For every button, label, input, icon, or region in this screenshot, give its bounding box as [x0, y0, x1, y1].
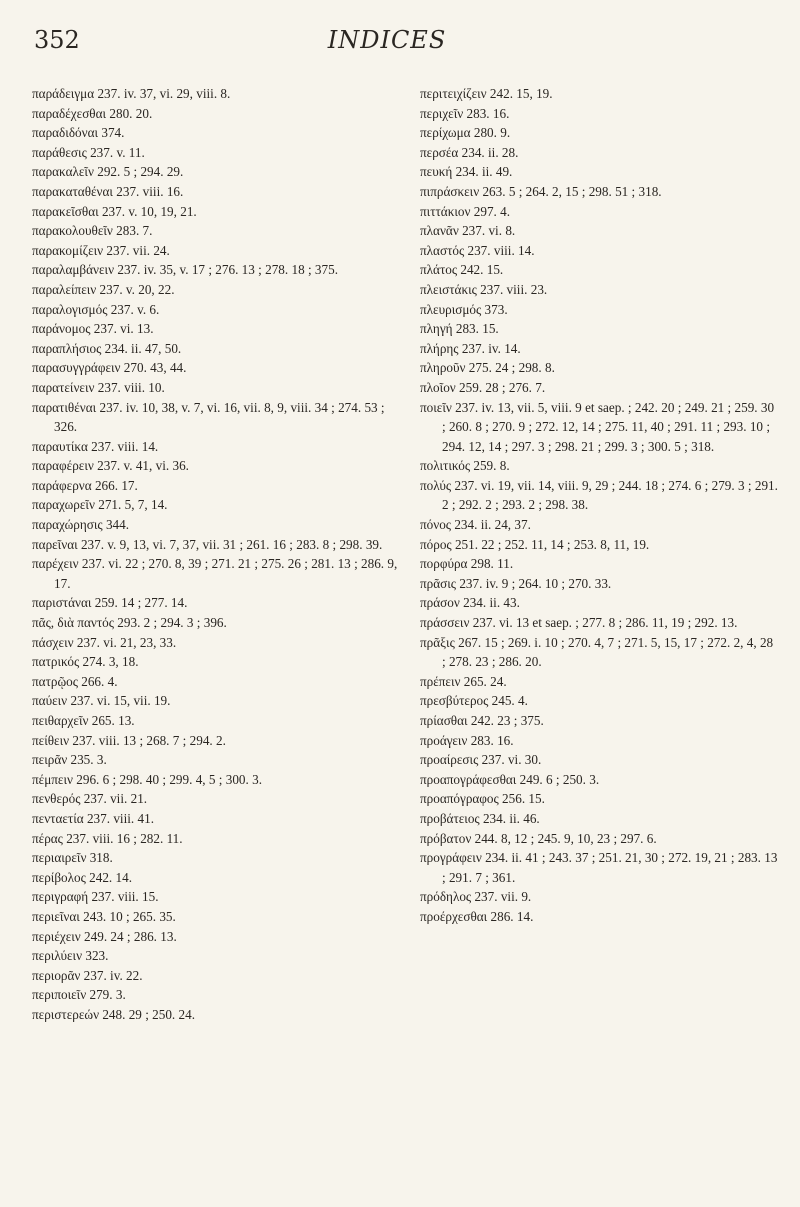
- index-entry: παραδιδόναι 374.: [32, 125, 125, 141]
- index-entry: παραχώρησις 344.: [32, 517, 130, 533]
- page-number: 352: [34, 26, 80, 54]
- index-entry: περιλύειν 323.: [32, 948, 109, 964]
- index-entry: παραφέρειν 237. v. 41, vi. 36.: [32, 458, 189, 474]
- index-entry: πειθαρχεῖν 265. 13.: [32, 713, 135, 728]
- index-entry: παρεῖναι 237. v. 9, 13, vi. 7, 37, vii. 31 ; 261. 16 ; 283. 8 ; 298. 39.: [32, 536, 383, 552]
- index-entry: πόρος 251. 22 ; 252. 11, 14 ; 253. 8, 11, 19.: [420, 536, 650, 552]
- index-entry: παρακομίζειν 237. vii. 24.: [32, 242, 170, 258]
- index-entry: πειρᾶν 235. 3.: [32, 752, 107, 768]
- index-entry: πολύς 237. vi. 19, vii. 14, viii. 9, 29 ; 244. 18 ; 274. 6 ; 279. 3 ; 291. 2 ; 292. 2 ; 293. 2 ; 298. 38.: [420, 477, 778, 513]
- index-entry: περιγραφή 237. viii. 15.: [32, 889, 159, 905]
- index-entry: πενθερός 237. vii. 21.: [32, 791, 148, 807]
- index-entry: πιττάκιον 297. 4.: [420, 203, 511, 219]
- index-entry: παρέχειν 237. vi. 22 ; 270. 8, 39 ; 271. 21 ; 275. 26 ; 281. 13 ; 286. 9, 17.: [32, 556, 398, 591]
- index-entry: προάγειν 283. 16.: [420, 732, 514, 748]
- index-entry: παρατείνειν 237. viii. 10.: [32, 379, 165, 395]
- index-entry: περίβολος 242. 14.: [32, 869, 132, 885]
- index-entry: παράφερνα 266. 17.: [32, 477, 138, 493]
- index-entry: παύειν 237. vi. 15, vii. 19.: [32, 693, 171, 709]
- index-entry: παραχωρεῖν 271. 5, 7, 14.: [32, 497, 168, 513]
- index-entry: πρόδηλος 237. vii. 9.: [420, 889, 532, 905]
- index-entry: πλοῖον 259. 28 ; 276. 7.: [420, 379, 546, 395]
- running-head: INDICES: [327, 26, 447, 54]
- index-entry: παραπλήσιος 234. ii. 47, 50.: [32, 340, 182, 356]
- index-entry: περιέχειν 249. 24 ; 286. 13.: [32, 928, 177, 944]
- index-entry: πέμπειν 296. 6 ; 298. 40 ; 299. 4, 5 ; 300. 3.: [32, 771, 262, 787]
- index-entry: παράδειγμα 237. iv. 37, vi. 29, viii. 8.: [32, 86, 231, 101]
- index-entry: πᾶς, διὰ παντός 293. 2 ; 294. 3 ; 396.: [32, 615, 227, 631]
- index-column-left: [32, 84, 400, 1025]
- index-entry: πλαστός 237. viii. 14.: [420, 242, 535, 258]
- index-entry: παρατιθέναι 237. iv. 10, 38, v. 7, vi. 16, vii. 8, 9, viii. 34 ; 274. 53 ; 326.: [32, 399, 385, 435]
- index-entry: παριστάναι 259. 14 ; 277. 14.: [32, 595, 188, 611]
- index-entry: περιποιεῖν 279. 3.: [32, 987, 126, 1003]
- index-entry: πατρῷος 266. 4.: [32, 673, 118, 689]
- index-entry: πλειστάκις 237. viii. 23.: [420, 281, 548, 297]
- index-entry: πολιτικός 259. 8.: [420, 458, 510, 474]
- index-entry: πράσσειν 237. vi. 13 et saep. ; 277. 8 ; 286. 11, 19 ; 292. 13.: [420, 615, 738, 631]
- index-entry: παρακολουθεῖν 283. 7.: [32, 223, 153, 239]
- index-entry: προαπογράφεσθαι 249. 6 ; 250. 3.: [420, 771, 600, 787]
- index-entry: περιορᾶν 237. iv. 22.: [32, 967, 143, 983]
- index-entry: πρᾶξις 267. 15 ; 269. i. 10 ; 270. 4, 7 ; 271. 5, 15, 17 ; 272. 2, 4, 28 ; 278. 23 ; 286. 20.: [420, 634, 774, 670]
- page-header: [34, 26, 740, 66]
- index-entry: πόνος 234. ii. 24, 37.: [420, 517, 531, 533]
- index-entry: περιχεῖν 283. 16.: [420, 105, 510, 121]
- index-entry: πλευρισμός 373.: [420, 301, 508, 317]
- index-entry: προέρχεσθαι 286. 14.: [420, 908, 534, 924]
- index-entry: πρᾶσις 237. iv. 9 ; 264. 10 ; 270. 33.: [420, 575, 612, 591]
- index-entry: πενταετία 237. viii. 41.: [32, 810, 154, 826]
- index-entry: πρόβατον 244. 8, 12 ; 245. 9, 10, 23 ; 297. 6.: [420, 830, 657, 846]
- index-entry: περίχωμα 280. 9.: [420, 125, 511, 141]
- index-entry: προγράφειν 234. ii. 41 ; 243. 37 ; 251. 21, 30 ; 272. 19, 21 ; 283. 13 ; 291. 7 ; 361.: [420, 850, 778, 885]
- index-entry: παραλαμβάνειν 237. iv. 35, v. 17 ; 276. 13 ; 278. 18 ; 375.: [32, 262, 339, 278]
- index-entry: πευκή 234. ii. 49.: [420, 164, 513, 180]
- index-entry: περσέα 234. ii. 28.: [420, 144, 519, 160]
- index-entry: παραδέχεσθαι 280. 20.: [32, 105, 153, 121]
- index-entry: πείθειν 237. viii. 13 ; 268. 7 ; 294. 2.: [32, 732, 226, 748]
- index-entry: παράνομος 237. vi. 13.: [32, 321, 154, 337]
- index-entry: πράσον 234. ii. 43.: [420, 595, 520, 611]
- index-entry: περιστερεών 248. 29 ; 250. 24.: [32, 1006, 196, 1022]
- index-entry: προβάτειος 234. ii. 46.: [420, 810, 540, 826]
- index-entry: πάσχειν 237. vi. 21, 23, 33.: [32, 634, 177, 650]
- index-entry: πλάτος 242. 15.: [420, 262, 504, 278]
- index-entry: περιαιρεῖν 318.: [32, 850, 113, 866]
- index-entry: πρίασθαι 242. 23 ; 375.: [420, 713, 544, 728]
- index-entry: πιπράσκειν 263. 5 ; 264. 2, 15 ; 298. 51 ; 318.: [420, 183, 662, 199]
- index-entry: παραυτίκα 237. viii. 14.: [32, 438, 159, 454]
- index-entry: παρακαλεῖν 292. 5 ; 294. 29.: [32, 164, 184, 180]
- index-entry: πρέπειν 265. 24.: [420, 673, 507, 689]
- index-entry: περιεῖναι 243. 10 ; 265. 35.: [32, 908, 176, 924]
- index-entry: παραλείπειν 237. v. 20, 22.: [32, 281, 175, 297]
- index-entry: πρεσβύτερος 245. 4.: [420, 693, 528, 709]
- index-entry: προαίρεσις 237. vi. 30.: [420, 752, 542, 768]
- index-entry: παραλογισμός 237. v. 6.: [32, 301, 160, 317]
- index-entry: πλήρης 237. iv. 14.: [420, 340, 521, 356]
- index-entry: πληροῦν 275. 24 ; 298. 8.: [420, 360, 555, 376]
- index-entry: παρασυγγράφειν 270. 43, 44.: [32, 360, 187, 376]
- index-entry: παράθεσις 237. v. 11.: [32, 144, 145, 160]
- index-entry: πληγή 283. 15.: [420, 321, 499, 337]
- index-entry: πορφύρα 298. 11.: [420, 556, 514, 572]
- index-entry: περιτειχίζειν 242. 15, 19.: [420, 86, 553, 101]
- index-entry: πέρας 237. viii. 16 ; 282. 11.: [32, 830, 183, 846]
- index-column-right: [420, 84, 780, 927]
- index-entry: πατρικός 274. 3, 18.: [32, 654, 139, 670]
- index-entry: παρακεῖσθαι 237. v. 10, 19, 21.: [32, 203, 197, 219]
- index-entry: παρακαταθέναι 237. viii. 16.: [32, 183, 184, 199]
- index-entry: ποιεῖν 237. iv. 13, vii. 5, viii. 9 et saep. ; 242. 20 ; 249. 21 ; 259. 30 ; 260. 8 ; 270. 9 ; 272. 12, 14 ; 275. 11, 40 ; 291. 11 ; 293. 10 ; 294. 12, 14 ; 297. 3 ; 298. 21 ; 299. 3 ; 300. 5 ; 318.: [420, 399, 775, 454]
- index-entry: πλανᾶν 237. vi. 8.: [420, 223, 516, 239]
- index-entry: προαπόγραφος 256. 15.: [420, 791, 545, 807]
